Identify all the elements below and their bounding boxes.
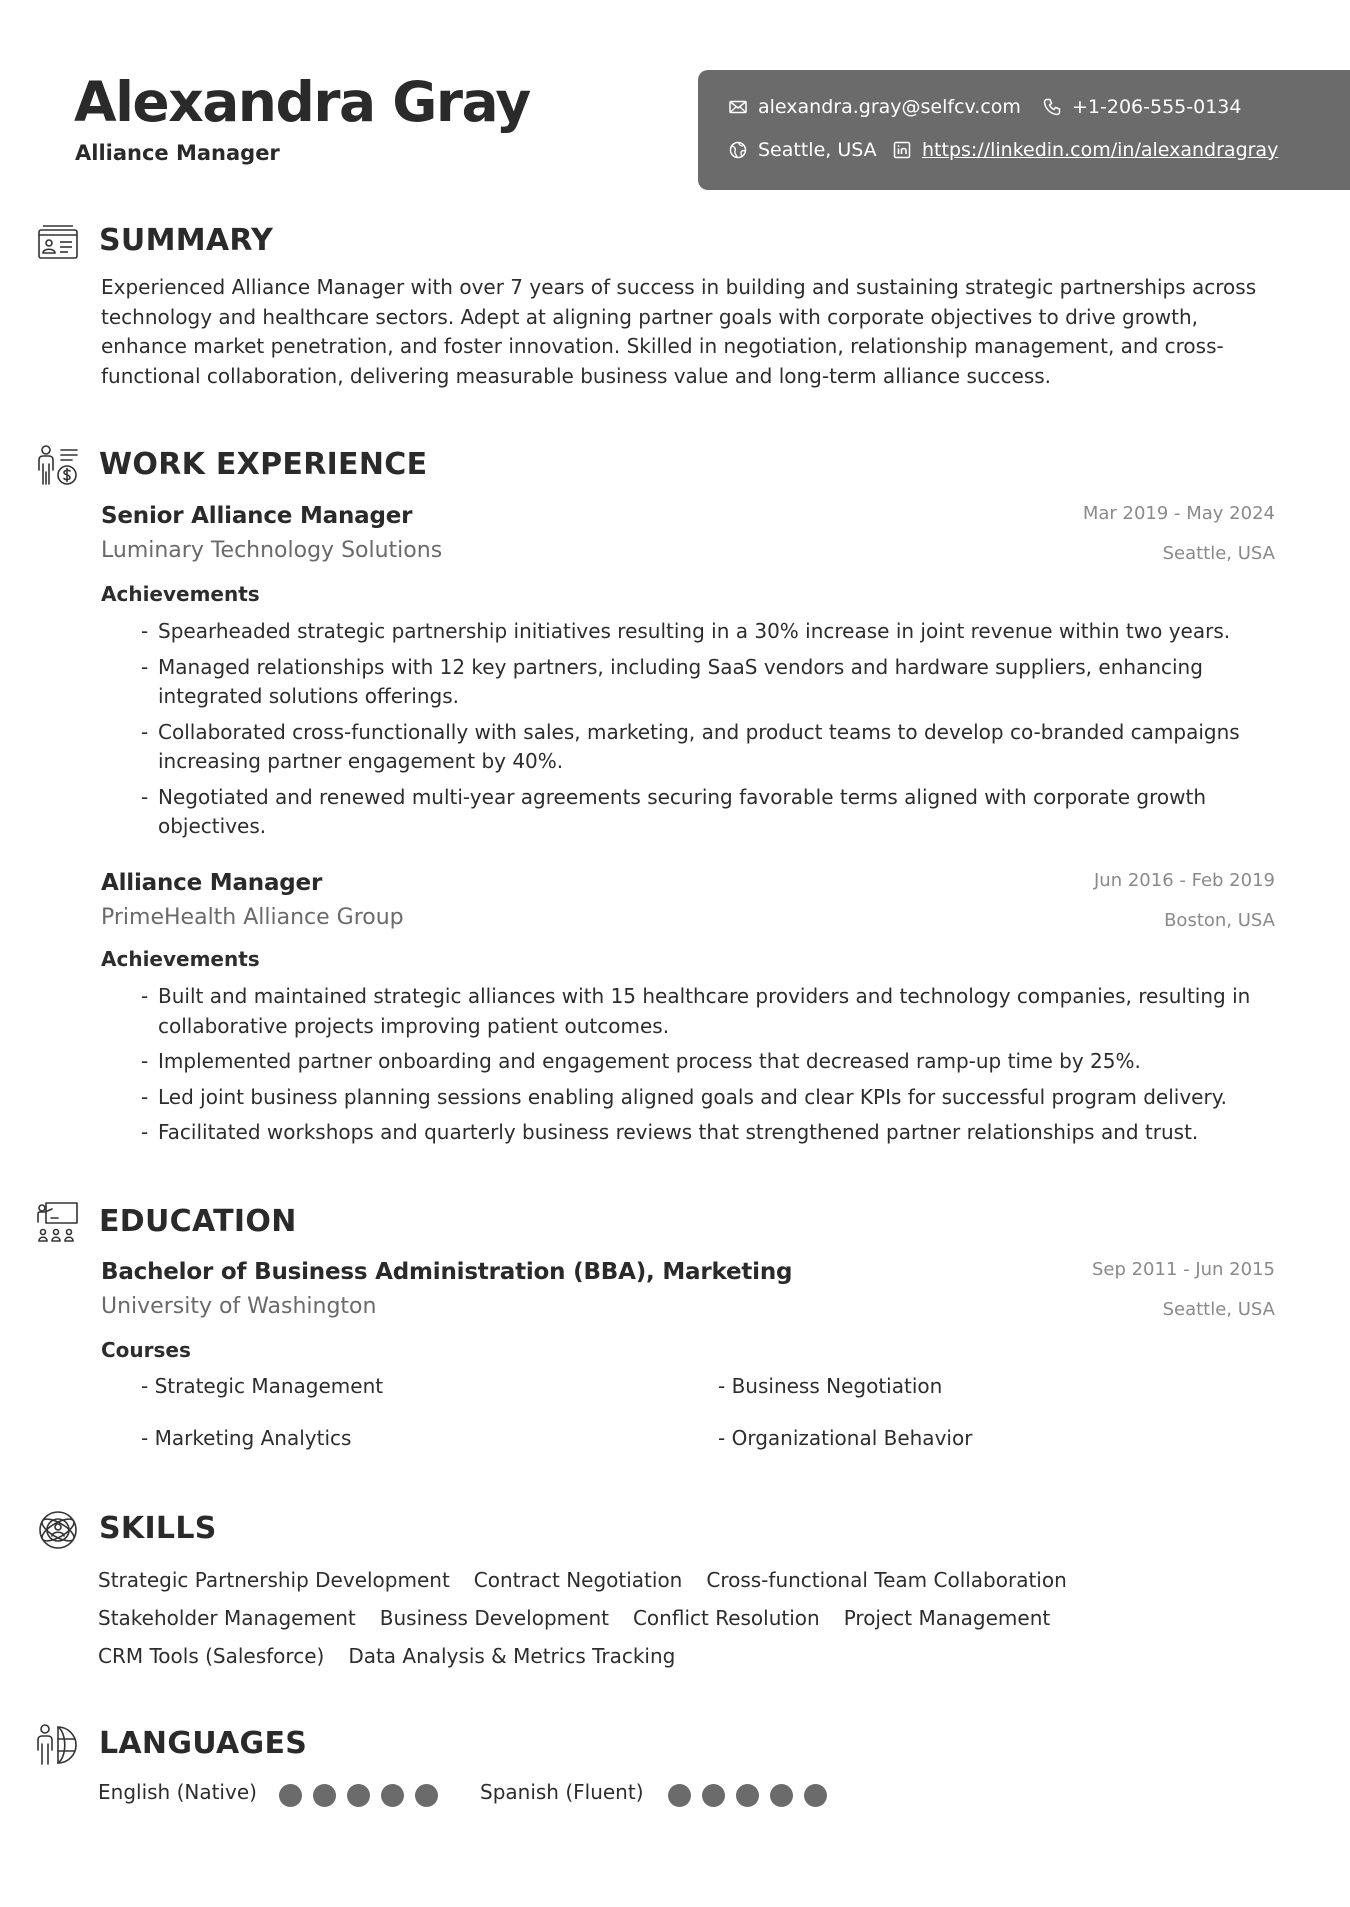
teacher-board-icon [36,1200,80,1244]
list-item: - Led joint business planning sessions enabling aligned goals and clear KPIs for successful program delivery. [141,1083,1271,1113]
job-company: PrimeHealth Alliance Group [101,905,404,930]
brain-network-icon [36,1508,80,1552]
linkedin-icon [892,140,912,160]
phone-text: +1-206-555-0134 [1072,96,1242,118]
candidate-title: Alliance Manager [75,141,280,165]
course-item: - Strategic Management [141,1374,384,1398]
contact-location [728,139,877,161]
mail-icon [728,97,748,117]
degree-title: Bachelor of Business Administration (BBA), Marketing [101,1259,793,1285]
language-level-dots [668,1784,827,1807]
language-label: Spanish (Fluent) [480,1780,644,1804]
experience-heading: WORK EXPERIENCE [99,447,428,482]
linkedin-link[interactable]: https://linkedin.com/in/alexandragray [922,139,1279,161]
education-dates: Sep 2011 - Jun 2015 [1091,1259,1275,1280]
courses-label: Courses [101,1338,191,1362]
job-dates: Mar 2019 - May 2024 [1082,503,1275,524]
course-item: - Marketing Analytics [141,1426,352,1450]
education-location: Seattle, USA [1162,1299,1275,1320]
list-item: - Facilitated workshops and quarterly business reviews that strengthened partner relationships and trust. [141,1118,1271,1148]
language-label: English (Native) [98,1780,257,1804]
achievements-list [141,617,1271,848]
skill-item: Stakeholder Management [98,1606,356,1630]
list-item: - Built and maintained strategic alliances with 15 healthcare providers and technology companies, resulting in collaborative projects improving patient outcomes. [141,982,1271,1041]
summary-text: Experienced Alliance Manager with over 7 years of success in building and sustaining strategic partnerships across technology and healthcare sectors. Adept at aligning partner goals with corporate objectives to drive growth, enhance market penetration, and foster innovation. Skilled in negotiation, relationship management, and cross-functional collaboration, delivering measurable business value and long-term alliance success. [101,275,1257,388]
skill-item: Project Management [843,1606,1051,1630]
level-dot [668,1784,691,1807]
profile-card-icon [36,221,80,265]
skills-heading: SKILLS [99,1511,217,1546]
achievements-list [141,982,1271,1154]
level-dot [736,1784,759,1807]
level-dot [702,1784,725,1807]
list-item: - Collaborated cross-functionally with sales, marketing, and product teams to develop co-branded campaigns increasing partner engagement by 40%. [141,718,1271,777]
level-dot [770,1784,793,1807]
summary-heading: SUMMARY [99,223,274,258]
skills-list [98,1561,1248,1675]
phone-icon [1042,97,1062,117]
skill-item: Contract Negotiation [473,1568,683,1592]
course-item: - Organizational Behavior [718,1426,973,1450]
contact-linkedin[interactable] [892,139,1278,161]
achievements-label: Achievements [101,947,260,971]
languages-heading: LANGUAGES [99,1726,308,1761]
job-location: Seattle, USA [1162,543,1275,564]
level-dot [804,1784,827,1807]
candidate-name: Alexandra Gray [74,70,530,134]
job-title: Senior Alliance Manager [101,503,413,529]
level-dot [381,1784,404,1807]
level-dot [415,1784,438,1807]
location-text: Seattle, USA [758,139,877,161]
skill-item: Business Development [379,1606,609,1630]
school-name: University of Washington [101,1294,377,1319]
level-dot [313,1784,336,1807]
skill-item: Cross-functional Team Collaboration [706,1568,1067,1592]
job-location: Boston, USA [1164,910,1275,931]
list-item: - Spearheaded strategic partnership initiatives resulting in a 30% increase in joint revenue within two years. [141,617,1271,647]
job-company: Luminary Technology Solutions [101,538,443,563]
education-heading: EDUCATION [99,1204,297,1239]
person-globe-icon [36,1723,80,1767]
skill-item: CRM Tools (Salesforce) [98,1644,325,1668]
level-dot [279,1784,302,1807]
skill-item: Data Analysis & Metrics Tracking [348,1644,676,1668]
email-text: alexandra.gray@selfcv.com [758,96,1021,118]
course-item: - Business Negotiation [718,1374,943,1398]
language-level-dots [279,1784,438,1807]
contact-email[interactable] [728,96,1021,118]
list-item: - Managed relationships with 12 key partners, including SaaS vendors and hardware suppliers, enhancing integrated solutions offerings. [141,653,1271,712]
job-dates: Jun 2016 - Feb 2019 [1094,870,1275,891]
list-item: - Negotiated and renewed multi-year agreements securing favorable terms aligned with corporate growth objectives. [141,783,1271,842]
skill-item: Conflict Resolution [632,1606,820,1630]
achievements-label: Achievements [101,582,260,606]
globe-icon [728,140,748,160]
contact-box [698,70,1350,190]
level-dot [347,1784,370,1807]
list-item: - Implemented partner onboarding and engagement process that decreased ramp-up time by 25%. [141,1047,1271,1077]
skill-item: Strategic Partnership Development [98,1568,450,1592]
contact-phone[interactable] [1042,96,1241,118]
job-title: Alliance Manager [101,870,323,896]
employee-salary-icon [36,444,80,488]
